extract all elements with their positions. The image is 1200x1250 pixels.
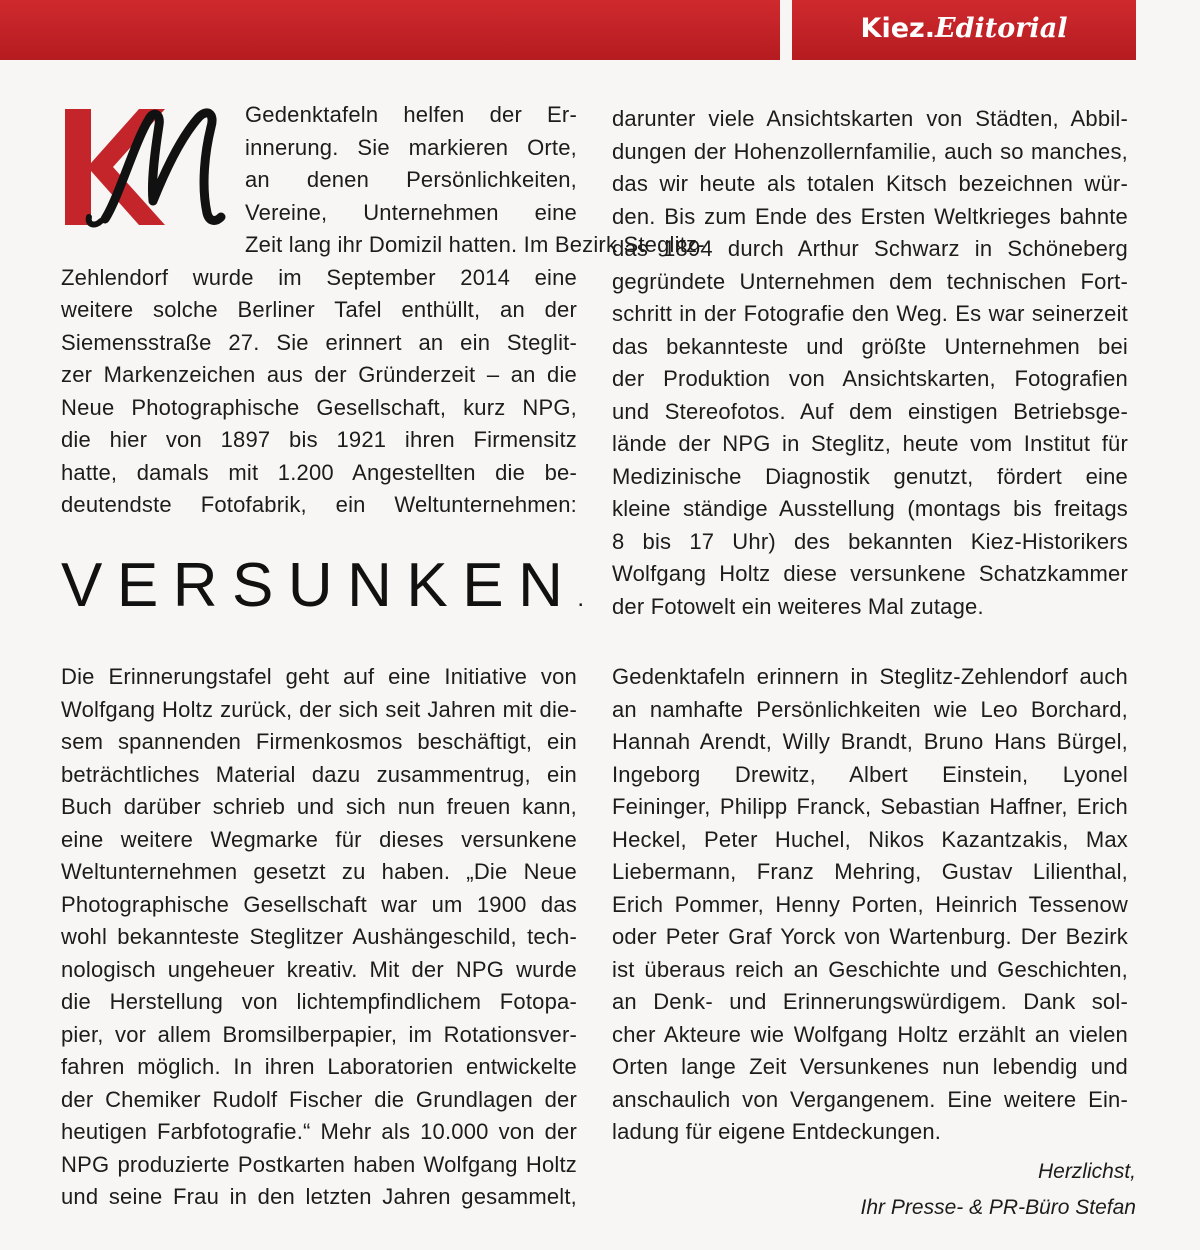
- text-line: cher Akteure wie Wolfgang Holtz erzählt an vielen: [612, 1021, 1128, 1047]
- text-line: Siemensstraße 27. Sie erinnert an ein Steglit-: [61, 329, 577, 355]
- text-line: der Chemiker Rudolf Fischer die Grundlagen der: [61, 1086, 577, 1112]
- text-line: heutigen Farbfotografie.“ Mehr als 10.000 von der: [61, 1119, 577, 1144]
- text-line: Wolfgang Holtz zurück, der sich seit Jahren mit die-: [61, 696, 577, 722]
- text-line: Die Erinnerungstafel geht auf eine Initiative von: [61, 664, 577, 689]
- headline-period: .: [577, 585, 585, 612]
- text-line: Zeit lang ihr Domizil hatten. Im Bezirk Steglitz-: [245, 232, 705, 257]
- text-line: NPG produzierte Postkarten haben Wolfgang Holtz: [61, 1151, 577, 1177]
- text-line: gegründete Unternehmen dem technischen Fort-: [612, 268, 1128, 294]
- text-line: Erich Pommer, Henny Porten, Heinrich Tessenow: [612, 891, 1128, 917]
- text-line: innerung. Sie markieren Orte,: [245, 134, 577, 160]
- headline-versunken: [61, 546, 585, 626]
- text-line: wohl bekannteste Steglitzer Aushängeschild, tech-: [61, 924, 577, 949]
- text-line: Ingeborg Drewitz, Albert Einstein, Lyonel: [612, 761, 1128, 787]
- text-line: und seine Frau in den letzten Jahren gesammelt,: [61, 1184, 577, 1209]
- text-line: das 1894 durch Arthur Schwarz in Schöneberg: [612, 236, 1128, 261]
- text-line: der Produktion von Ansichtskarten, Fotografien: [612, 366, 1128, 391]
- text-line: den. Bis zum Ende des Ersten Weltkrieges bahnte: [612, 203, 1128, 229]
- text-line: Liebermann, Franz Mehring, Gustav Lilienthal,: [612, 859, 1128, 884]
- text-line: Medizinische Diagnostik genutzt, fördert eine: [612, 463, 1128, 489]
- text-line: an namhafte Persönlichkeiten wie Leo Borchard,: [612, 696, 1128, 722]
- headline-word: VERSUNKEN: [61, 551, 578, 620]
- text-line: Weltunternehmen gesetzt zu haben. „Die Neue: [61, 859, 577, 884]
- text-line: ist überaus reich an Geschichte und Geschichten,: [612, 956, 1128, 982]
- text-line: deutendste Fotofabrik, ein Weltunternehmen:: [61, 492, 577, 517]
- text-line: darunter viele Ansichtskarten von Städten, Abbil-: [612, 106, 1128, 131]
- column-left-bottom: [61, 661, 577, 1214]
- text-line: lände der NPG in Steglitz, heute vom Institut für: [612, 431, 1128, 456]
- text-line: Neue Photographische Gesellschaft, kurz NPG,: [61, 394, 577, 420]
- text-line: beträchtliches Material dazu zusammentrug, ein: [61, 761, 577, 787]
- paragraph-initiative: [61, 661, 577, 1214]
- text-line: 8 bis 17 Uhr) des bekannten Kiez-Historikers: [612, 528, 1128, 554]
- km-logo-icon: [61, 101, 231, 231]
- text-line: an denen Persönlichkeiten,: [245, 167, 577, 192]
- text-line: und Stereofotos. Auf dem einstigen Betriebsge-: [612, 398, 1128, 424]
- text-line: Photographische Gesellschaft war um 1900 das: [61, 891, 577, 917]
- signature-greeting: Herzlichst,: [1037, 1160, 1136, 1183]
- signature-sender: Ihr Presse- & PR-Büro Stefan: [860, 1196, 1136, 1219]
- text-line: Gedenktafeln helfen der Er-: [245, 102, 577, 127]
- paragraph-npg-history: [612, 103, 1128, 623]
- section-label: [792, 0, 1136, 60]
- paragraph-memorial-plaques: [612, 661, 1128, 1149]
- text-line: Wolfgang Holtz diese versunkene Schatzkammer: [612, 561, 1128, 586]
- text-line: anschaulich von Vergangenem. Eine weitere Ein-: [612, 1086, 1128, 1112]
- dropcap-logo: [61, 101, 231, 231]
- text-line: Zehlendorf wurde im September 2014 eine: [61, 264, 577, 290]
- header-red-bar: [0, 0, 780, 60]
- section-label-editorial: Editorial: [935, 13, 1068, 44]
- text-line: Gedenktafeln erinnern in Steglitz-Zehlendorf auch: [612, 664, 1128, 689]
- text-line: ladung für eigene Entdeckungen.: [612, 1119, 942, 1144]
- text-line: der Fotowelt ein weiteres Mal zutage.: [612, 593, 984, 619]
- text-line: die hier von 1897 bis 1921 ihren Firmensitz: [61, 427, 577, 452]
- text-line: nologisch ungeheuer kreativ. Mit der NPG wurde: [61, 956, 577, 982]
- text-line: fahren möglich. In ihren Laboratorien entwickelte: [61, 1054, 577, 1079]
- text-line: weitere solche Berliner Tafel enthüllt, an der: [61, 297, 577, 322]
- text-line: kleine ständige Ausstellung (montags bis freitags: [612, 496, 1128, 521]
- column-right-top: [612, 103, 1128, 623]
- column-right-bottom: [612, 661, 1128, 1149]
- text-line: eine weitere Wegmarke für dieses versunkene: [61, 826, 577, 852]
- text-line: das wir heute als totalen Kitsch bezeichnen wür-: [612, 171, 1128, 196]
- text-line: oder Peter Graf Yorck von Wartenburg. Der Bezirk: [612, 924, 1128, 949]
- column-left-top: [61, 99, 705, 522]
- text-line: Feininger, Philipp Franck, Sebastian Haffner, Erich: [612, 794, 1128, 819]
- text-line: Buch darüber schrieb und sich nun freuen kann,: [61, 794, 577, 819]
- text-line: Heckel, Peter Huchel, Nikos Kazantzakis, Max: [612, 826, 1128, 852]
- text-line: das bekannteste und größte Unternehmen bei: [612, 333, 1128, 359]
- text-line: Orten lange Zeit Versunkenes nun lebendig und: [612, 1054, 1128, 1079]
- text-line: dungen der Hohenzollernfamilie, auch so manches,: [612, 138, 1128, 164]
- text-line: pier, vor allem Bromsilberpapier, im Rotationsver-: [61, 1021, 577, 1047]
- text-line: sem spannenden Firmenkosmos beschäftigt, ein: [61, 729, 577, 754]
- text-line: an Denk- und Erinnerungswürdigem. Dank sol-: [612, 989, 1128, 1014]
- text-line: zer Markenzeichen aus der Gründerzeit – an die: [61, 362, 577, 387]
- text-line: Hannah Arendt, Willy Brandt, Bruno Hans Bürgel,: [612, 729, 1128, 754]
- section-label-kiez: Kiez.: [860, 13, 936, 44]
- text-line: Vereine, Unternehmen eine: [245, 199, 577, 225]
- text-line: schritt in der Fotografie den Weg. Es war seinerzeit: [612, 301, 1128, 326]
- text-line: die Herstellung von lichtempfindlichem Fotopa-: [61, 989, 577, 1014]
- text-line: hatte, damals mit 1.200 Angestellten die be-: [61, 459, 577, 485]
